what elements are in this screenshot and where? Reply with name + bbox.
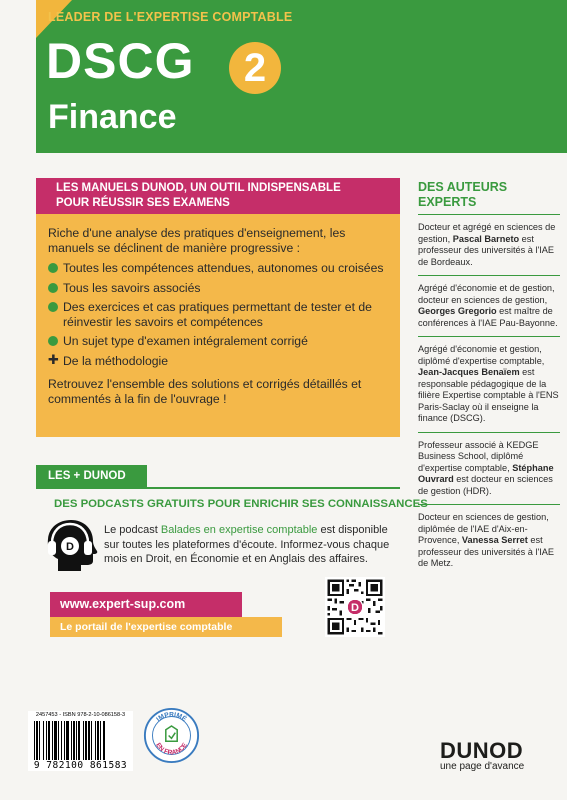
podcast-head-icon [40, 517, 100, 573]
bullet-dot-icon [48, 263, 58, 273]
barcode [28, 711, 133, 771]
barcode-bar [43, 721, 44, 760]
barcode-bar [100, 721, 101, 760]
barcode-bar [64, 721, 65, 760]
author-bio: Professeur associé à KEDGE Business School, diplômé d'expertise comptable, Stéphane Ouvrard est docteur en sciences de gestion (HDR). [418, 439, 554, 496]
author-bio: Agrégé d'économie et de gestion, docteur en sciences de gestion, Georges Gregorio est maître de conférences à l'IAE Pau-Bayonne. [418, 283, 558, 328]
les-plus-label: LES + DUNOD [36, 465, 147, 487]
manuals-banner [36, 178, 400, 214]
barcode-bars [34, 721, 127, 760]
authors-list [418, 220, 560, 570]
divider [418, 504, 560, 505]
bullet-dot-icon [48, 283, 58, 293]
barcode-bar [46, 721, 47, 760]
divider [36, 487, 400, 489]
isbn-label: 2457453 - ISBN 978-2-10-086158-3 [35, 712, 126, 718]
imprime-en-france-stamp [143, 707, 200, 764]
qr-code[interactable] [325, 577, 385, 637]
barcode-bar [88, 721, 90, 760]
list-item: Un sujet type d'examen intégralement corrigé [48, 334, 390, 349]
barcode-bar [39, 721, 40, 760]
divider [418, 214, 560, 215]
author-bio: Docteur en sciences de gestion, diplômée de l'IAE d'Aix-en-Provence, Vanessa Serret est professeur des universités à l'IAE de Metz. [418, 512, 555, 568]
barcode-bar [103, 721, 105, 760]
dunod-logo: DUNOD [440, 738, 524, 763]
barcode-bar [66, 721, 69, 760]
barcode-bar [61, 721, 62, 760]
svg-text:D: D [351, 602, 359, 615]
divider [418, 336, 560, 337]
banner-line-2: POUR RÉUSSIR SES EXAMENS [56, 197, 230, 209]
list-item: Des exercices et cas pratiques permettant de tester et de réinvestir les savoirs et compétences [48, 300, 390, 329]
divider [418, 432, 560, 433]
cover-header [36, 0, 567, 153]
barcode-bar [34, 721, 35, 760]
author-bio: Agrégé d'économie et gestion, diplômé d'expertise comptable, Jean-Jacques Benaïem est responsable pédagogique de la filière Expertise comptable à l'ENS Paris-Saclay où il enseigne la finance (DSCG). [418, 344, 559, 423]
barcode-bar [97, 721, 99, 760]
barcode-bar [48, 721, 50, 760]
barcode-bar [76, 721, 77, 760]
svg-text:EN FRANCE: EN FRANCE [154, 741, 189, 757]
volume-number-badge: 2 [229, 42, 281, 94]
dunod-tagline: une page d'avance [440, 761, 525, 772]
divider [418, 275, 560, 276]
features-intro: Riche d'une analyse des pratiques d'enseignement, les manuels se déclinent de manière progressive : [48, 226, 346, 255]
features-list [48, 261, 390, 368]
list-item: ✚ De la méthodologie [48, 351, 169, 368]
bullet-dot-icon [48, 302, 58, 312]
header-tagline: LEADER DE L'EXPERTISE COMPTABLE [48, 10, 293, 24]
book-title: DSCG [46, 33, 195, 89]
barcode-bar [78, 721, 80, 760]
plus-icon: ✚ [48, 351, 59, 367]
svg-text:D: D [66, 541, 74, 553]
svg-text:IMPRIMÉ: IMPRIMÉ [155, 711, 188, 724]
barcode-bar [73, 721, 75, 760]
features-outro: Retrouvez l'ensemble des solutions et corrigés détaillés et commentés à la fin de l'ouvrage ! [48, 377, 362, 406]
barcode-bar [58, 721, 59, 760]
bullet-dot-icon [48, 336, 58, 346]
barcode-bar [91, 721, 92, 760]
barcode-bar [54, 721, 57, 760]
podcast-description: Le podcast Balades en expertise comptable est disponible sur toutes les plateformes d'écoute. Informez-vous chaque mois en Droit, en Économie et en Anglais des affaires. [104, 524, 390, 565]
author-bio: Docteur et agrégé en sciences de gestion, Pascal Barneto est professeur des universités à l'IAE de Bordeaux. [418, 222, 556, 267]
barcode-bar [52, 721, 53, 760]
list-item: Tous les savoirs associés [48, 281, 390, 296]
authors-title: DES AUTEURS EXPERTS [418, 180, 508, 209]
barcode-bar [71, 721, 72, 760]
website-link[interactable]: www.expert-sup.com [50, 592, 242, 617]
features-panel [36, 214, 400, 437]
barcode-bar [36, 721, 38, 760]
barcode-bar [83, 721, 84, 760]
barcode-bar [95, 721, 96, 760]
barcode-bar [85, 721, 87, 760]
list-item: Toutes les compétences attendues, autonomes ou croisées [48, 261, 390, 276]
book-subtitle: Finance [48, 98, 177, 136]
isbn-digits: 9 782100 861583 [33, 760, 128, 771]
banner-line-1: LES MANUELS DUNOD, UN OUTIL INDISPENSABLE [56, 182, 341, 194]
podcast-title: DES PODCASTS GRATUITS POUR ENRICHIR SES CONNAISSANCES [54, 498, 428, 510]
portal-tagline: Le portail de l'expertise comptable [50, 617, 282, 637]
